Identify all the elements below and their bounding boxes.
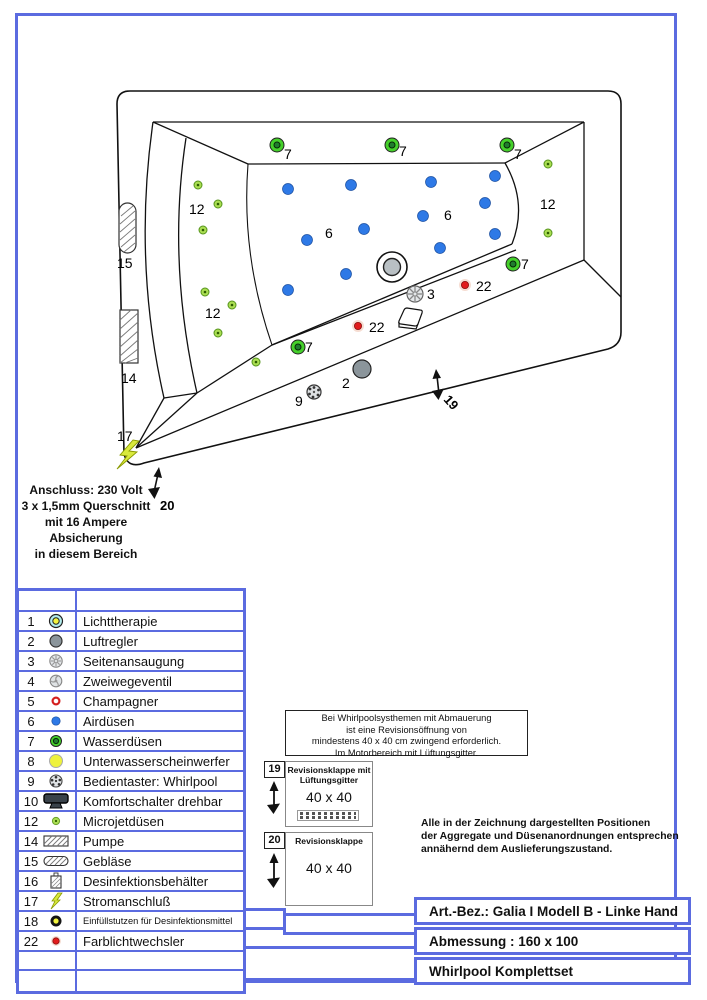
legend-label: Stromanschluß [76,891,245,911]
legend-label: Bedientaster: Whirlpool [76,771,245,791]
legend-label: Desinfektionsbehälter [76,871,245,891]
legend-label: Komfortschalter drehbar [76,791,245,811]
legend-num: 9 [27,773,35,789]
legend-row-lichttherapie [18,611,245,631]
legend-row-wasserduesen [18,731,245,751]
air-jet-label: 6 [444,207,452,223]
water-jet-icon [43,732,69,750]
control-button-label: 9 [295,393,303,409]
legend-row-microjetduesen [18,811,245,831]
air-regulator-icon [43,632,69,650]
connection-note-line: Absicherung [49,531,123,545]
legend-label: Wasserdüsen [76,731,245,751]
legend-row-airduesen [18,711,245,731]
color-light-changer-marker [459,279,471,291]
legend-row-luftregler [18,631,245,651]
position-note [421,817,691,856]
rev20-number: 20 [264,832,285,849]
legend-row-seitenansaugung [18,651,245,671]
champagne-icon [43,692,69,710]
revision-note-line: Bei Whirlpoolsysthemen mit Abmauerung [321,713,492,723]
legend-label: Einfüllstutzen für Desinfektionsmittel [76,911,245,931]
drain-fitting [377,252,407,282]
bathtub-outline [117,91,621,465]
legend-label: Pumpe [76,831,245,851]
legend-row-champagner [18,691,245,711]
legend-label: Zweiwegeventil [76,671,245,691]
legend-label: Luftregler [76,631,245,651]
rev20-pointer-label: 20 [160,498,175,513]
titleblock-article: Art.-Bez.: Galia I Modell B - Linke Hand [414,897,691,925]
legend-label: Airdüsen [76,711,245,731]
legend-row-bedientaster [18,771,245,791]
position-note-line: Alle in der Zeichnung dargestellten Positionen [421,818,651,829]
side-suction-label: 3 [427,286,435,302]
connector-line [283,913,415,916]
rev20-arrow-icon [263,852,285,888]
air-regulator-marker [353,360,371,378]
water-jet-label: 7 [514,146,522,162]
connector-line [245,946,415,949]
control-button-marker [307,385,321,399]
revision-note-box [285,710,528,756]
air-jet-label: 6 [325,225,333,241]
legend-row-unterwasserscheinwerfer [18,751,245,771]
legend-label: Unterwasserscheinwerfer [76,751,245,771]
connection-note-line: mit 16 Ampere [44,515,128,529]
connection-note-line: in diesem Bereich [34,547,138,561]
legend-num: 1 [27,613,35,629]
legend-empty-row [18,970,245,993]
titleblock-dimension: Abmessung : 160 x 100 [414,927,691,955]
titleblock-set: Whirlpool Komplettset [414,957,691,985]
water-jet-label: 7 [284,146,292,162]
legend-num: 4 [27,673,35,689]
color-changer-label: 22 [476,278,492,294]
water-jet-label: 7 [521,256,529,272]
blower-symbol [119,203,136,253]
connector-line [245,908,285,911]
control-button-icon [43,772,69,790]
power-connection-icon [43,892,69,910]
legend-num: 3 [27,653,35,669]
pump-symbol [120,310,138,363]
legend-row-komfortschalter [18,791,245,811]
comfort-switch-icon [43,792,69,810]
microjet-label: 12 [189,201,205,217]
legend-num: 2 [27,633,35,649]
legend-row-zweiwegeventil [18,671,245,691]
rev19-size: 40 x 40 [306,789,352,805]
connector-line [283,932,415,935]
legend-num: 8 [27,753,35,769]
rev19-number: 19 [264,761,285,778]
legend-header-row [18,590,245,612]
rev19-box [285,761,373,827]
side-suction-icon [43,652,69,670]
rev20-title: Revisionsklappe [295,836,363,846]
legend-num: 15 [23,853,39,869]
legend-num: 7 [27,733,35,749]
legend-row-desinfektionsbehaelter [18,871,245,891]
air-regulator-label: 2 [342,375,350,391]
water-jet-label: 7 [305,339,313,355]
legend-label: Farblichtwechsler [76,931,245,951]
revision-note-line: ist eine Revisionsöffnung von [346,724,467,735]
rev19-pointer-label: 19 [440,391,462,413]
side-suction-marker [407,286,423,302]
legend-empty-row [18,951,245,970]
pump-label: 14 [121,370,137,386]
rev19-title: Revisionsklappe mit Lüftungsgitter [287,765,371,785]
legend-num: 6 [27,713,35,729]
two-way-valve-icon [43,672,69,690]
connection-note [18,482,154,562]
power-label: 17 [117,428,133,444]
connector-line [245,927,285,930]
water-jet-label: 7 [399,143,407,159]
legend-label: Seitenansaugung [76,651,245,671]
rev19-arrow-icon [263,780,285,814]
microjet-label: 12 [540,196,556,212]
position-note-line: annähernd dem Auslieferungszustand. [421,844,613,855]
legend-num: 16 [23,873,39,889]
legend-row-pumpe [18,831,245,851]
legend-row-stromanschluss [18,891,245,911]
legend-table [16,588,246,994]
microjet-icon [43,812,69,830]
legend-row-geblaese [18,851,245,871]
microjet-label: 12 [205,305,221,321]
rev20-box [285,832,373,906]
legend-num: 18 [23,913,39,929]
legend-label: Champagner [76,691,245,711]
legend-num: 10 [23,793,39,809]
light-therapy-icon [43,612,69,630]
connection-note-line: 3 x 1,5mm Querschnitt [21,499,151,513]
position-note-line: der Aggregate und Düsenanordnungen entsprechen [421,831,679,842]
legend-num: 12 [23,813,39,829]
legend-label: Microjetdüsen [76,811,245,831]
legend-num: 17 [23,893,39,909]
filler-neck-icon [43,912,69,930]
color-light-changer-marker [352,320,364,332]
ventilation-grille-icon [297,810,359,821]
blower-icon [43,852,69,870]
legend-row-einfuellstutzen [18,911,245,931]
legend-num: 14 [23,833,39,849]
revision-note-line: Im Motorbereich mit Lüftungsgitter. [334,747,479,758]
revision-note-line: mindestens 40 x 40 cm zwingend erforderlich. [311,736,502,746]
connection-note-line: Anschluss: 230 Volt [29,483,143,497]
color-light-changer-icon [43,932,69,950]
underwater-light-icon [43,752,69,770]
connector-line [245,978,415,981]
legend-num: 5 [27,693,35,709]
rev20-size: 40 x 40 [306,860,352,876]
legend-num: 22 [23,933,39,949]
legend-row-farblichtwechsler [18,931,245,951]
pump-icon [43,832,69,850]
blower-label: 15 [117,255,133,271]
color-changer-label: 22 [369,319,385,335]
air-jet-icon [43,712,69,730]
disinfectant-container-icon [43,872,69,890]
legend-label: Lichttherapie [76,611,245,631]
legend-label: Gebläse [76,851,245,871]
